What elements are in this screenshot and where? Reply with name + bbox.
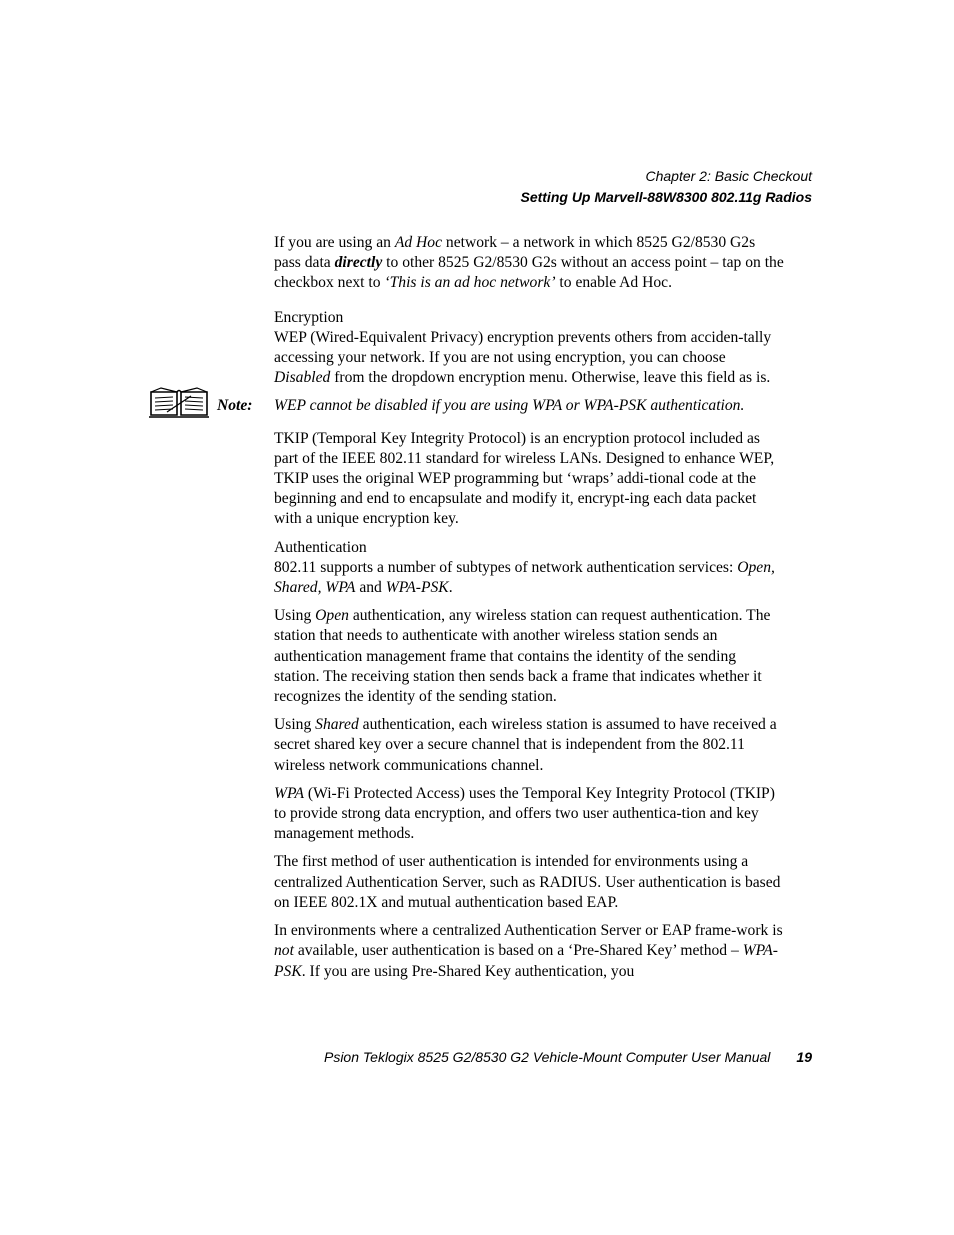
open-book-icon xyxy=(147,384,211,420)
text-run: . If you are using Pre-Shared Key authentication, you xyxy=(301,962,635,980)
italic-quote-ad-hoc-network: ‘This is an ad hoc network’ xyxy=(384,274,556,292)
text-run: to other 8525 G2/8530 G2s without an access point – tap on the checkbox next to xyxy=(274,254,784,292)
text-run: authentication, any wireless station can request authentication. The station that needs to authenticate with another wireless station sends an authentication management frame that contains the identity of the sending station. The receiving station then sends back a frame that indicates whether it recognizes the identity of the sending station. xyxy=(274,607,771,706)
page-number: 19 xyxy=(796,1049,812,1065)
note-block xyxy=(217,396,784,416)
text-run: from the dropdown encryption menu. Otherwise, leave this field as is. xyxy=(330,369,771,387)
paragraph-environments xyxy=(274,921,784,982)
italic-term-not: not xyxy=(274,942,294,960)
italic-term-ad-hoc: Ad Hoc xyxy=(394,234,443,251)
heading-encryption: Encryption xyxy=(274,308,344,326)
text-run: Using xyxy=(274,716,316,734)
italic-auth-types: Open, Shared, WPA xyxy=(274,558,775,597)
section-title: Setting Up Marvell-88W8300 802.11g Radios xyxy=(520,189,812,205)
italic-term-disabled: Disabled xyxy=(274,369,331,387)
text-run: In environments where a centralized Authentication Server or EAP frame-work is xyxy=(274,922,783,940)
italic-term-open: Open xyxy=(315,607,349,625)
text-run: WEP (Wired-Equivalent Privacy) encryption prevents others from acciden-tally accessing your network. If you are not using encryption, you can choose xyxy=(274,328,772,367)
note-label: Note: xyxy=(217,397,253,415)
page-footer xyxy=(324,1047,812,1067)
text-run: authentication, each wireless station is assumed to have received a secret shared key over a secure channel that is independent from the 802.11 wireless network communications channel. xyxy=(274,716,777,774)
text-run: . xyxy=(448,579,453,597)
paragraph-encryption xyxy=(274,308,784,389)
paragraph-wpa xyxy=(274,784,784,845)
body-content xyxy=(217,233,784,982)
italic-term-wpa-psk: WPA-PSK xyxy=(385,579,449,597)
heading-authentication: Authentication xyxy=(274,538,367,556)
paragraph-shared-auth xyxy=(274,715,784,776)
running-header xyxy=(520,166,812,208)
paragraph-authentication xyxy=(274,538,784,599)
italic-term-shared: Shared xyxy=(315,716,359,734)
text-run: Using xyxy=(274,607,316,625)
italic-term-wpa-psk: WPA-PSK xyxy=(274,942,778,980)
text-run: and xyxy=(355,579,386,597)
text-run: available, user authentication is based on a ‘Pre-Shared Key’ method – xyxy=(293,942,743,960)
text-run: If you are using an xyxy=(274,234,395,251)
text-run: (Wi-Fi Protected Access) uses the Temporal Key Integrity Protocol (TKIP) to provide strong data encryption, and offers two user authentica-tion and key management methods. xyxy=(274,784,775,843)
paragraph-ad-hoc xyxy=(274,233,784,294)
chapter-title: Chapter 2: Basic Checkout xyxy=(645,168,812,184)
paragraph-tkip: TKIP (Temporal Key Integrity Protocol) is an encryption protocol included as part of the IEEE 802.11 standard for wireless LANs. Designed to enhance WEP, TKIP uses the original WEP programming but ‘wraps’ addi-tional code at the beginning and end to encapsulate and modify it, encrypt-ing each data packet with a unique encryption key. xyxy=(274,429,775,528)
italic-term-wpa: WPA xyxy=(274,784,305,802)
emphasis-directly: directly xyxy=(334,254,383,272)
text-run: to enable Ad Hoc. xyxy=(555,274,673,292)
paragraph-open-auth xyxy=(274,606,784,707)
manual-title: Psion Teklogix 8525 G2/8530 G2 Vehicle-Mount Computer User Manual xyxy=(323,1049,771,1065)
text-run: network – a network in which 8525 G2/8530 G2s pass data xyxy=(274,234,756,272)
note-text: WEP cannot be disabled if you are using WPA or WPA-PSK authentication. xyxy=(274,397,745,415)
paragraph-first-method: The first method of user authentication is intended for environments using a centralized Authentication Server, such as RADIUS. User authentication is based on IEEE 802.1X and mutual authentication based EAP. xyxy=(274,853,781,911)
text-run: 802.11 supports a number of subtypes of network authentication services: xyxy=(274,558,738,576)
